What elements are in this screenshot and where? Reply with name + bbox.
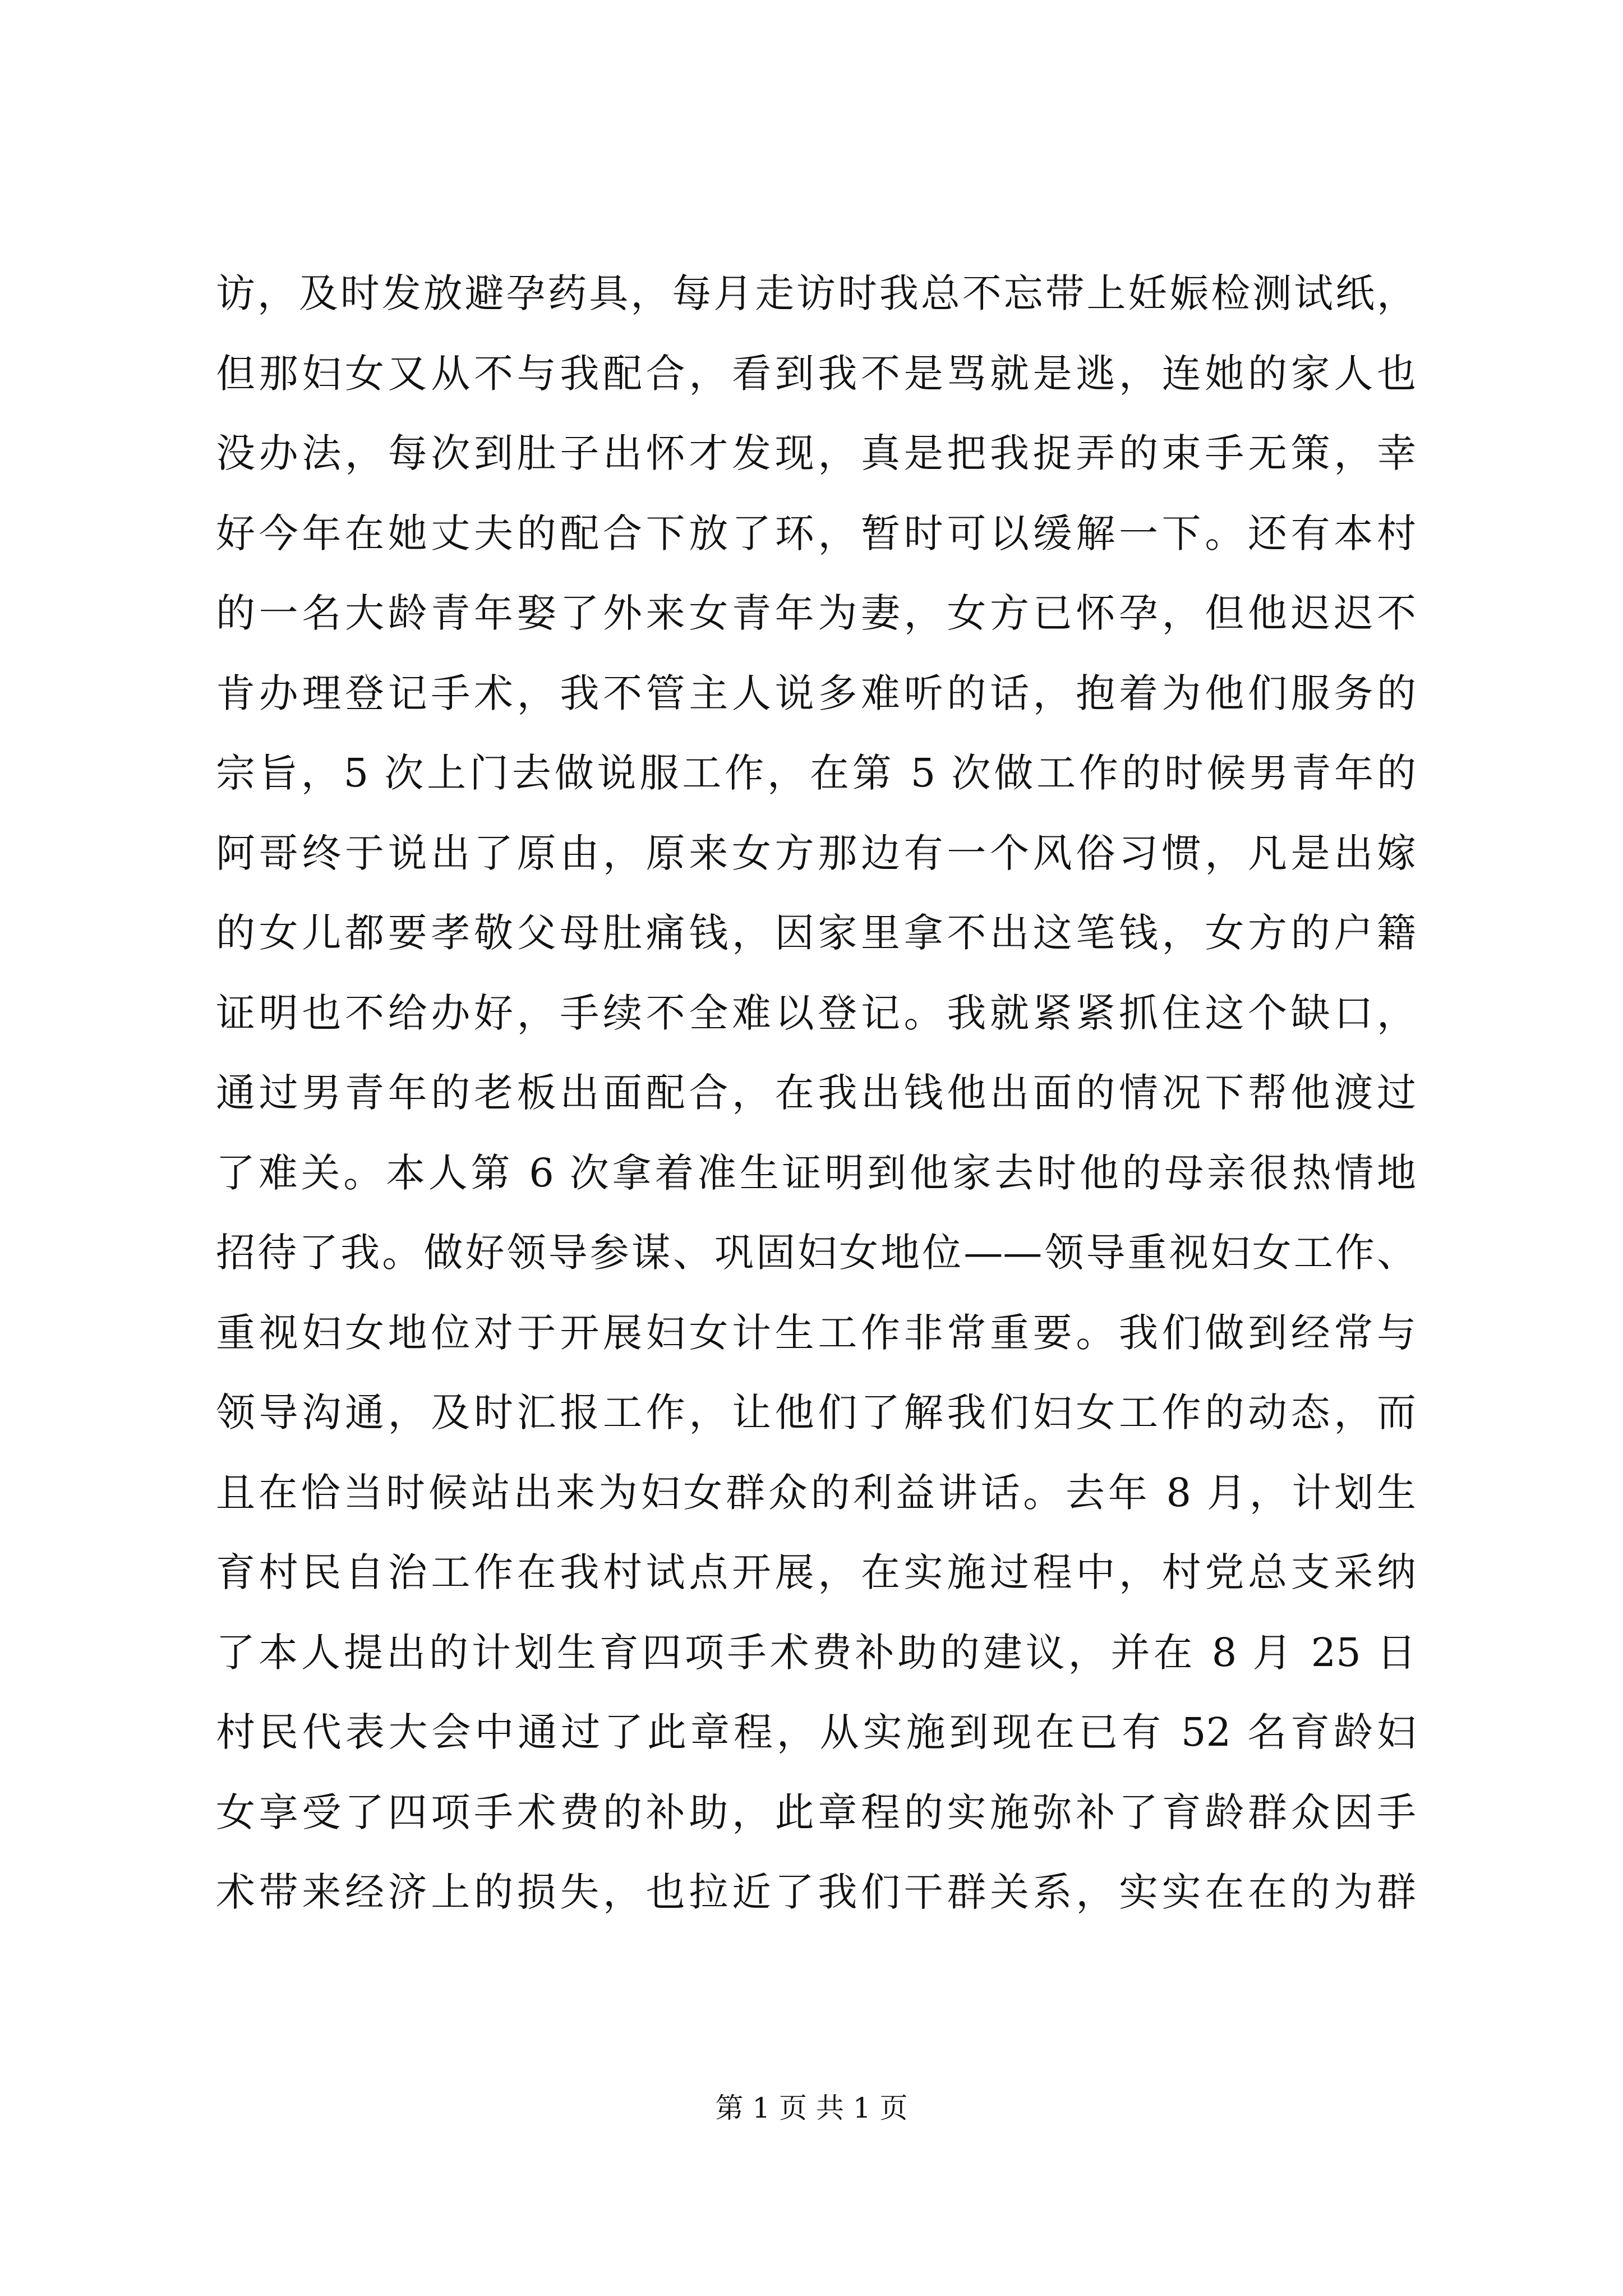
text-line: 宗旨，5 次上门去做说服工作，在第 5 次做工作的时候男青年的 [216,750,1416,796]
text-line: 领导沟通，及时汇报工作，让他们了解我们妇女工作的动态，而 [216,1389,1416,1435]
text-line: 但那妇女又从不与我配合，看到我不是骂就是逃，连她的家人也 [216,350,1416,397]
text-line: 了难关。本人第 6 次拿着准生证明到他家去时他的母亲很热情地 [216,1149,1416,1196]
text-line: 证明也不给办好，手续不全难以登记。我就紧紧抓住这个缺口， [216,990,1416,1036]
page-footer: 第 1 页 共 1 页 [715,2092,908,2124]
text-line: 好今年在她丈夫的配合下放了环，暂时可以缓解一下。还有本村 [216,510,1416,556]
text-line: 的一名大龄青年娶了外来女青年为妻，女方已怀孕，但他迟迟不 [216,590,1416,636]
text-line: 育村民自治工作在我村试点开展，在实施过程中，村党总支采纳 [216,1549,1416,1595]
text-line: 通过男青年的老板出面配合，在我出钱他出面的情况下帮他渡过 [216,1070,1416,1116]
text-line: 肯办理登记手术，我不管主人说多难听的话，抱着为他们服务的 [216,670,1416,716]
text-line: 了本人提出的计划生育四项手术费补助的建议，并在 8 月 25 日 [216,1629,1416,1676]
text-line: 没办法，每次到肚子出怀才发现，真是把我捉弄的束手无策，幸 [216,430,1416,476]
text-line: 重视妇女地位对于开展妇女计生工作非常重要。我们做到经常与 [216,1309,1416,1356]
text-line: 女享受了四项手术费的补助，此章程的实施弥补了育龄群众因手 [216,1789,1416,1835]
text-line: 的女儿都要孝敬父母肚痛钱，因家里拿不出这笔钱，女方的户籍 [216,910,1416,956]
text-line: 访，及时发放避孕药具，每月走访时我总不忘带上妊娠检测试纸， [216,270,1416,316]
text-line: 阿哥终于说出了原由，原来女方那边有一个风俗习惯，凡是出嫁 [216,830,1416,876]
text-line: 村民代表大会中通过了此章程，从实施到现在已有 52 名育龄妇 [216,1709,1416,1755]
text-line: 招待了我。做好领导参谋、巩固妇女地位——领导重视妇女工作、 [216,1230,1416,1276]
text-line: 且在恰当时候站出来为妇女群众的利益讲话。去年 8 月，计划生 [216,1469,1416,1516]
text-line: 术带来经济上的损失，也拉近了我们干群关系，实实在在的为群 [216,1869,1416,1915]
document-body [216,268,1416,1947]
